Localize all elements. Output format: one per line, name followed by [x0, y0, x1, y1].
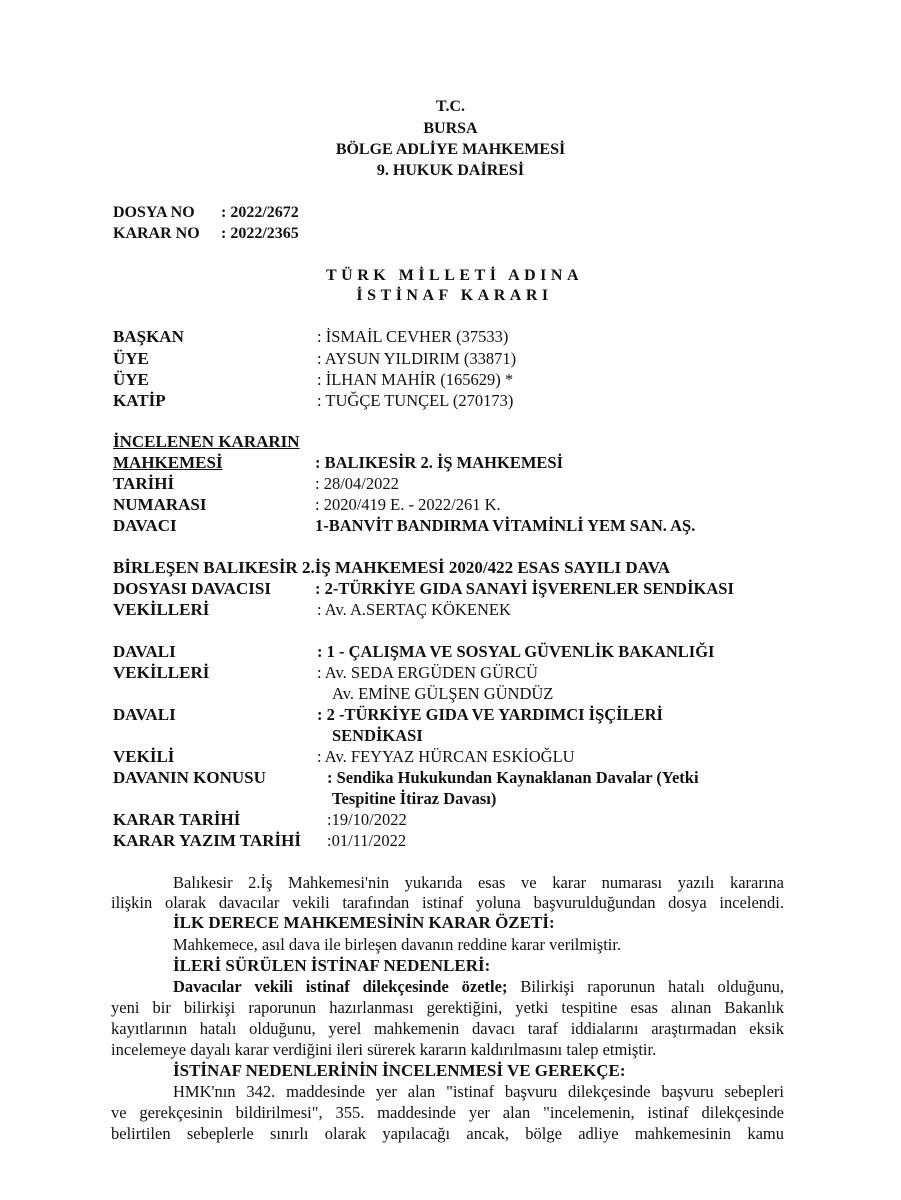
panel-name-president: : İSMAİL CEVHER (37533)	[317, 327, 509, 346]
defendant1-attorney1: : Av. SEDA ERGÜDEN GÜRCÜ	[317, 663, 538, 682]
header-tc: T.C.	[435, 98, 466, 115]
title-decision: İSTİNAF KARARI	[356, 287, 553, 304]
reviewed-court-value: : BALIKESİR 2. İŞ MAHKEMESİ	[315, 453, 564, 472]
panel-role-member1: ÜYE	[113, 349, 149, 368]
header-chamber: 9. HUKUK DAİRESİ	[376, 162, 525, 179]
reviewed-date-label: TARİHİ	[113, 474, 175, 493]
case-subject-line1: : Sendika Hukukundan Kaynaklanan Davalar (Yetki	[327, 768, 699, 787]
defendant1-label: DAVALI	[113, 642, 176, 661]
reviewed-number-label: NUMARASI	[113, 495, 207, 514]
panel-name-clerk: : TUĞÇE TUNÇEL (270173)	[317, 391, 514, 410]
decision-date-value: :19/10/2022	[327, 810, 407, 829]
defendant2-attorney-label: VEKİLİ	[113, 747, 175, 766]
appeal-reasons-line3: kayıtlarının hatalı olduğunu, yerel mahkemenin davacı taraf iddialarını araştırmadan eksik	[111, 1019, 784, 1038]
case-subject-line2: Tespitine İtiraz Davası)	[332, 789, 497, 808]
appeal-reasons-lead: Davacılar vekili istinaf dilekçesinde özetle;	[173, 977, 508, 996]
review-line2: ve gerekçesinin bildirilmesi", 355. maddesinde yer alan "incelemenin, istinaf dilekçesinde	[111, 1103, 784, 1122]
defendant2-attorney-value: : Av. FEYYAZ HÜRCAN ESKİOĞLU	[317, 747, 575, 766]
defendant1-value: : 1 - ÇALIŞMA VE SOSYAL GÜVENLİK BAKANLIĞI	[317, 642, 715, 661]
review-line3: belirtilen sebeplerle sınırlı olarak yapılacağı ancak, bölge adliye mahkemesinin kamu	[111, 1124, 784, 1143]
header-city: BURSA	[423, 120, 478, 137]
writing-date-value: :01/11/2022	[327, 831, 407, 850]
reviewed-number-value: : 2020/419 E. - 2022/261 K.	[315, 495, 501, 514]
panel-role-member2: ÜYE	[113, 370, 149, 389]
title-nation: TÜRK MİLLETİ ADINA	[325, 267, 584, 284]
panel-role-clerk: KATİP	[113, 391, 166, 410]
panel-role-president: BAŞKAN	[113, 327, 184, 346]
appeal-reasons-line1-rest: Bilirkişi raporunun hatalı olduğunu,	[507, 977, 784, 996]
merged-plaintiff-value: : 2-TÜRKİYE GIDA SANAYİ İŞVERENLER SENDİKASI	[315, 579, 734, 598]
defendant1-attorney2: Av. EMİNE GÜLŞEN GÜNDÜZ	[332, 684, 554, 703]
merged-heading: BİRLEŞEN BALIKESİR 2.İŞ MAHKEMESİ 2020/422 ESAS SAYILI DAVA	[113, 558, 671, 577]
appeal-reasons-line4: incelemeye dayalı karar verdiğini ileri sürerek kararın kaldırılmasını talep etmiştir.	[111, 1040, 657, 1059]
reviewed-plaintiff-value: 1-BANVİT BANDIRMA VİTAMİNLİ YEM SAN. AŞ.	[315, 516, 696, 535]
merged-attorney-label: VEKİLLERİ	[113, 600, 210, 619]
section-review-heading: İSTİNAF NEDENLERİNİN İNCELENMESİ VE GEREKÇE:	[173, 1061, 626, 1080]
reviewed-court-label: MAHKEMESİ	[113, 453, 223, 472]
reviewed-heading: İNCELENEN KARARIN	[113, 432, 300, 451]
appeal-reasons-line1	[173, 977, 784, 997]
first-instance-summary: Mahkemece, asıl dava ile birleşen davanın reddine karar verilmiştir.	[173, 935, 622, 954]
case-subject-label: DAVANIN KONUSU	[113, 768, 266, 787]
merged-plaintiff-label: DOSYASI DAVACISI	[113, 579, 271, 598]
section-appeal-reasons-heading: İLERİ SÜRÜLEN İSTİNAF NEDENLERİ:	[173, 956, 491, 975]
appeal-reasons-line2: yeni bir bilirkişi raporunun hazırlanması gerektiğini, yetki tespitine esas alınan Bakanlık	[111, 998, 784, 1017]
review-line1: HMK'nın 342. maddesinde yer alan "istinaf başvuru dilekçesinde başvuru sebepleri	[173, 1082, 784, 1101]
intro-line1: Balıkesir 2.İş Mahkemesi'nin yukarıda esas ve karar numarası yazılı kararına	[173, 873, 784, 892]
karar-no-value: : 2022/2365	[221, 225, 299, 242]
panel-name-member1: : AYSUN YILDIRIM (33871)	[317, 349, 517, 368]
dosya-no-label: DOSYA NO	[113, 204, 195, 221]
defendant2-line2: SENDİKASI	[332, 726, 423, 745]
defendant2-label: DAVALI	[113, 705, 176, 724]
reviewed-date-value: : 28/04/2022	[315, 474, 399, 493]
header-court: BÖLGE ADLİYE MAHKEMESİ	[335, 141, 566, 158]
writing-date-label: KARAR YAZIM TARİHİ	[113, 831, 301, 850]
karar-no-label: KARAR NO	[113, 225, 200, 242]
dosya-no-value: : 2022/2672	[221, 204, 299, 221]
merged-attorney-value: : Av. A.SERTAÇ KÖKENEK	[317, 600, 511, 619]
intro-line2: ilişkin olarak davacılar vekili tarafından istinaf yoluna başvurulduğundan dosya incelendi.	[111, 893, 784, 912]
defendant1-attorneys-label: VEKİLLERİ	[113, 663, 210, 682]
section-first-instance-heading: İLK DERECE MAHKEMESİNİN KARAR ÖZETİ:	[173, 913, 555, 932]
defendant2-line1: : 2 -TÜRKİYE GIDA VE YARDIMCI İŞÇİLERİ	[317, 705, 663, 724]
decision-date-label: KARAR TARİHİ	[113, 810, 241, 829]
reviewed-plaintiff-label: DAVACI	[113, 516, 177, 535]
panel-name-member2: : İLHAN MAHİR (165629) *	[317, 370, 514, 389]
